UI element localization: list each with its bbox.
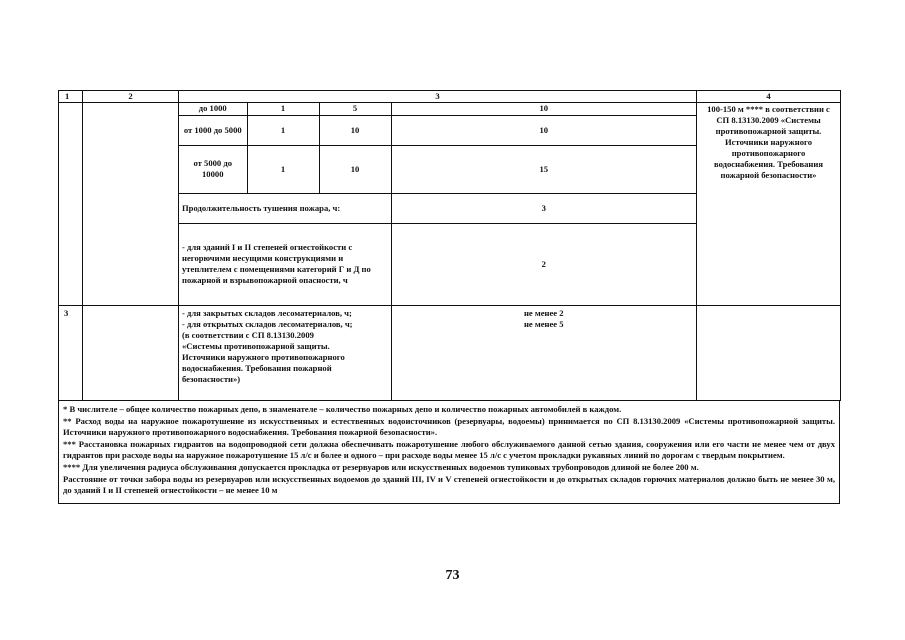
value-line: не менее 2 — [523, 308, 564, 318]
row-number: 3 — [59, 306, 83, 401]
row-values-cell — [179, 103, 697, 306]
text-line: - для закрытых складов лесоматериалов, ч; — [182, 308, 352, 318]
storage-row — [179, 306, 696, 400]
header-col-2: 2 — [83, 91, 179, 103]
table-row-continuation — [59, 103, 841, 306]
duration-label: Продолжительность тушения пожара, ч: — [179, 193, 391, 223]
buildings-value: 2 — [391, 223, 696, 305]
flow-label: от 5000 до 10000 — [179, 145, 247, 193]
row-description-cell — [83, 306, 179, 401]
buildings-label: - для зданий I и II степеней огнестойкости с негорючими несущими конструкциями и утеплителем с помещениями категорий Г и Д по пожарной и взрывопожарной опасности, ч — [179, 223, 391, 305]
row-description-cell — [83, 103, 179, 306]
text-line: безопасности») — [182, 374, 241, 384]
row-number-cell — [59, 103, 83, 306]
text-line: Источники наружного противопожарного — [182, 352, 345, 362]
footnote: Расстояние от точки забора воды из резервуаров или искусственных водоемов до зданий III, IV и V степеней огнестойкости и до открытых складов горючих материалов должно быть не менее 30 м, до зданий I и II степеней огнестойкости – не менее 10 м — [63, 473, 835, 496]
table-footnotes — [58, 401, 840, 504]
header-col-4: 4 — [697, 91, 841, 103]
flow-value-b: 10 — [319, 115, 391, 145]
duration-row — [179, 193, 696, 223]
inner-values-table — [179, 306, 696, 400]
table-row-3 — [59, 306, 841, 401]
inner-values-table — [179, 103, 696, 305]
flow-row — [179, 145, 696, 193]
flow-value-c: 10 — [391, 103, 696, 115]
flow-label: от 1000 до 5000 — [179, 115, 247, 145]
text-line: «Системы противопожарной защиты. — [182, 341, 330, 351]
table-header-row — [59, 91, 841, 103]
row-values-cell — [179, 306, 697, 401]
storage-values — [391, 306, 696, 400]
flow-value-a: 1 — [247, 103, 319, 115]
footnote: *** Расстановка пожарных гидрантов на водопроводной сети должна обеспечивать пожаротушение любого обслуживаемого данной сетью здания, сооружения или его части не менее чем от двух гидрантов при расходе воды на наружное пожаротушение 15 л/с и более и одного – при расходе воды менее 15 л/с с учетом прокладки рукавных линий по дорогам с твердым покрытием. — [63, 438, 835, 461]
footnote: * В числителе – общее количество пожарных депо, в знаменателе – количество пожарных депо и количество пожарных автомобилей в каждом. — [63, 404, 622, 414]
duration-value: 3 — [391, 193, 696, 223]
storage-text — [179, 306, 391, 400]
text-line: (в соответствии с СП 8.13130.2009 — [182, 330, 314, 340]
norms-table — [58, 90, 841, 401]
value-line: не менее 5 — [523, 319, 564, 329]
flow-value-a: 1 — [247, 145, 319, 193]
flow-value-c: 10 — [391, 115, 696, 145]
flow-row — [179, 103, 696, 115]
flow-value-a: 1 — [247, 115, 319, 145]
flow-value-b: 5 — [319, 103, 391, 115]
document-page — [58, 90, 840, 504]
col4-reference-text: 100-150 м **** в соответствии с СП 8.13130.2009 «Системы противопожарной защиты. Источники наружного противопожарного водоснабжения. Требования пожарной безопасности» — [697, 103, 841, 306]
page-number: 73 — [445, 568, 460, 583]
header-col-1: 1 — [59, 91, 83, 103]
text-line: водоснабжения. Требования пожарной — [182, 363, 332, 373]
flow-row — [179, 115, 696, 145]
flow-value-c: 15 — [391, 145, 696, 193]
buildings-row — [179, 223, 696, 305]
footnote: ** Расход воды на наружное пожаротушение из искусственных и естественных водоисточников (резервуары, водоемы) принимается по СП 8.13130.2009 «Системы противопожарной защиты. Источники наружного противопожарного водоснабжения. Требования пожарной безопасности». — [63, 415, 835, 438]
flow-label: до 1000 — [198, 103, 227, 114]
text-line: - для открытых складов лесоматериалов, ч; — [182, 319, 353, 329]
flow-value-b: 10 — [319, 145, 391, 193]
header-col-3: 3 — [179, 91, 697, 103]
row-reference-cell — [697, 306, 841, 401]
footnote: **** Для увеличения радиуса обслуживания допускается прокладка от резервуаров или искусственных водоемов тупиковых трубопроводов длиной не более 200 м. — [63, 461, 699, 472]
